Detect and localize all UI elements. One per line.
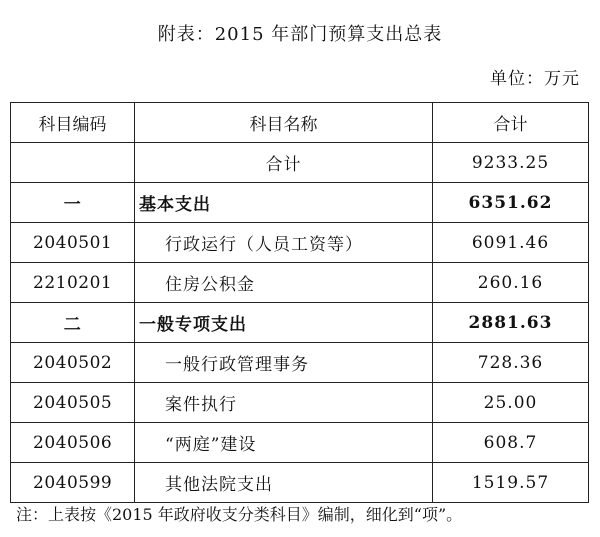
- row-amount: 608.7: [433, 423, 589, 463]
- table-row: [11, 383, 589, 423]
- unit-label: 单位：万元: [490, 69, 580, 89]
- row-amount: 6091.46: [433, 223, 589, 263]
- row-amount: 728.36: [433, 343, 589, 383]
- header-name: 科目名称: [135, 103, 433, 143]
- row-code: 2040599: [11, 463, 135, 503]
- footnote: 注：上表按《2015 年政府收支分类科目》编制，细化到“项”。: [16, 505, 463, 524]
- row-amount: 260.16: [433, 263, 589, 303]
- row-code: 2040501: [11, 223, 135, 263]
- row-code: 一: [11, 183, 135, 223]
- row-code: 2040505: [11, 383, 135, 423]
- row-name: 一般行政管理事务: [135, 343, 433, 383]
- header-code: 科目编码: [11, 103, 135, 143]
- row-code: 2210201: [11, 263, 135, 303]
- row-code: 二: [11, 303, 135, 343]
- row-amount: 6351.62: [433, 183, 589, 223]
- row-name: 其他法院支出: [135, 463, 433, 503]
- table-row: [11, 263, 589, 303]
- row-name: 行政运行（人员工资等）: [135, 223, 433, 263]
- row-name: 基本支出: [135, 183, 433, 223]
- table-row: [11, 223, 589, 263]
- page-title: 附表：2015 年部门预算支出总表: [157, 24, 443, 45]
- row-amount: 1519.57: [433, 463, 589, 503]
- table-row-total: [11, 143, 589, 183]
- row-amount: 2881.63: [433, 303, 589, 343]
- table-row: [11, 463, 589, 503]
- row-name: 案件执行: [135, 383, 433, 423]
- row-code: 2040506: [11, 423, 135, 463]
- table-row-section: [11, 183, 589, 223]
- table-row-section: [11, 303, 589, 343]
- budget-table: [10, 102, 589, 503]
- row-code: [11, 143, 135, 183]
- row-amount: 9233.25: [433, 143, 589, 183]
- row-code: 2040502: [11, 343, 135, 383]
- table-row: [11, 423, 589, 463]
- table-header-row: [11, 103, 589, 143]
- table-row: [11, 343, 589, 383]
- row-name: 合计: [135, 143, 433, 183]
- row-name: 一般专项支出: [135, 303, 433, 343]
- row-amount: 25.00: [433, 383, 589, 423]
- row-name: “两庭”建设: [135, 423, 433, 463]
- header-amount: 合计: [433, 103, 589, 143]
- row-name: 住房公积金: [135, 263, 433, 303]
